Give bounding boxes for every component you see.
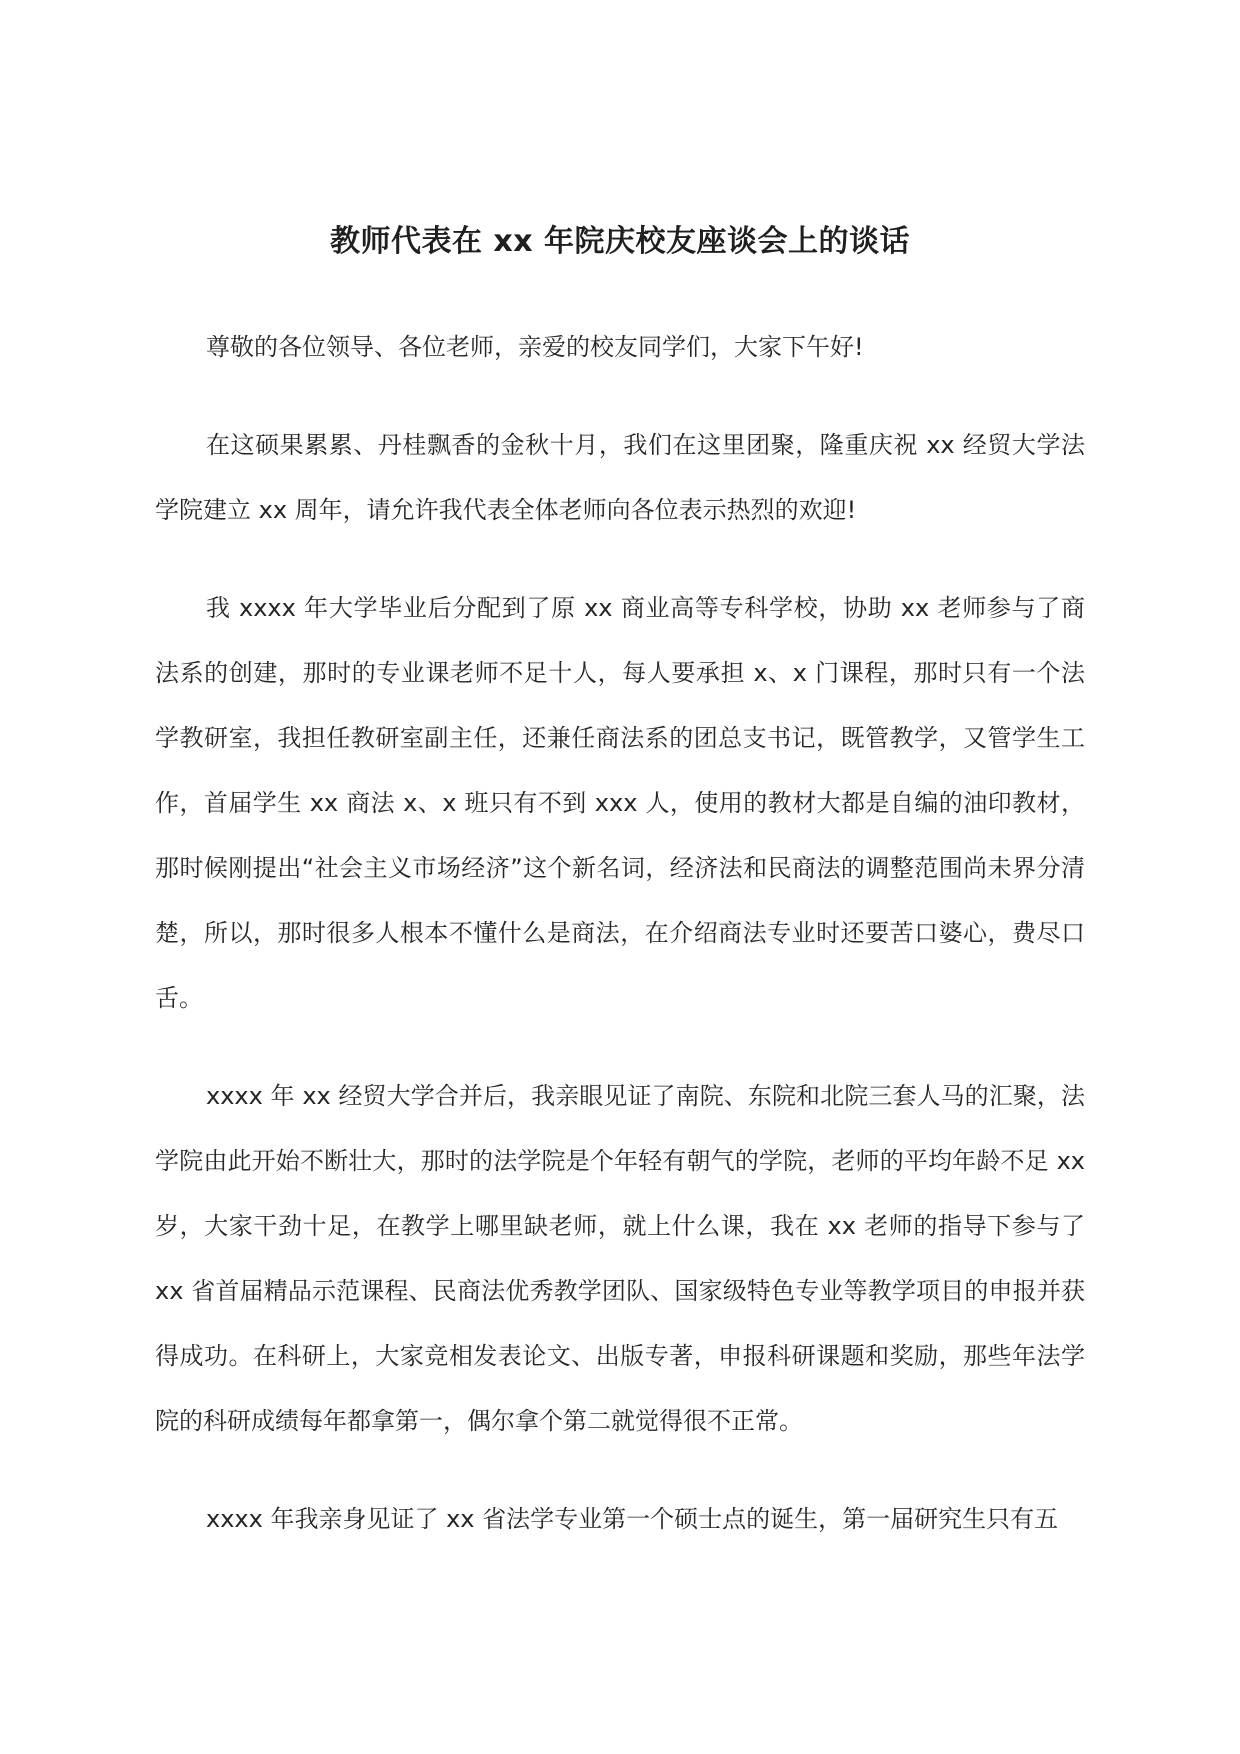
paragraph-welcome: 在这硕果累累、丹桂飘香的金秋十月，我们在这里团聚，隆重庆祝 xx 经贸大学法学院建立 xx 周年，请允许我代表全体老师向各位表示热烈的欢迎!	[155, 431, 1085, 524]
paragraph-masters-program: xxxx 年我亲身见证了 xx 省法学专业第一个硕士点的诞生，第一届研究生只有五	[206, 1505, 1059, 1533]
paragraph-greeting: 尊敬的各位领导、各位老师，亲爱的校友同学们，大家下午好!	[206, 333, 864, 361]
paragraph-merger: xxxx 年 xx 经贸大学合并后，我亲眼见证了南院、东院和北院三套人马的汇聚，法学院由此开始不断壮大，那时的法学院是个年轻有朝气的学院，老师的平均年龄不足 xx 岁，大家干劲十足，在教学上哪里缺老师，就上什么课，我在 xx 老师的指导下参与了 xx 省首届精品示范课程、民商法优秀教学团队、国家级特色专业等教学项目的申报并获得成功。在科研上，大家竞相发表论文、出版专著，申报科研课题和奖励，那些年法学院的科研成绩每年都拿第一，偶尔拿个第二就觉得很不正常。	[155, 1082, 1085, 1435]
document-title: 教师代表在 xx 年院庆校友座谈会上的谈话	[329, 224, 911, 259]
document-body	[155, 315, 1085, 1585]
paragraph-history: 我 xxxx 年大学毕业后分配到了原 xx 商业高等专科学校，协助 xx 老师参与了商法系的创建，那时的专业课老师不足十人，每人要承担 x、x 门课程，那时只有一个法学教研室，我担任教研室副主任，还兼任商法系的团总支书记，既管教学，又管学生工作，首届学生 xx 商法 x、x 班只有不到 xxx 人，使用的教材大都是自编的油印教材，那时候刚提出“社会主义市场经济”这个新名词，经济法和民商法的调整范围尚未界分清楚，所以，那时很多人根本不懂什么是商法，在介绍商法专业时还要苦口婆心，费尽口舌。	[155, 594, 1085, 1012]
